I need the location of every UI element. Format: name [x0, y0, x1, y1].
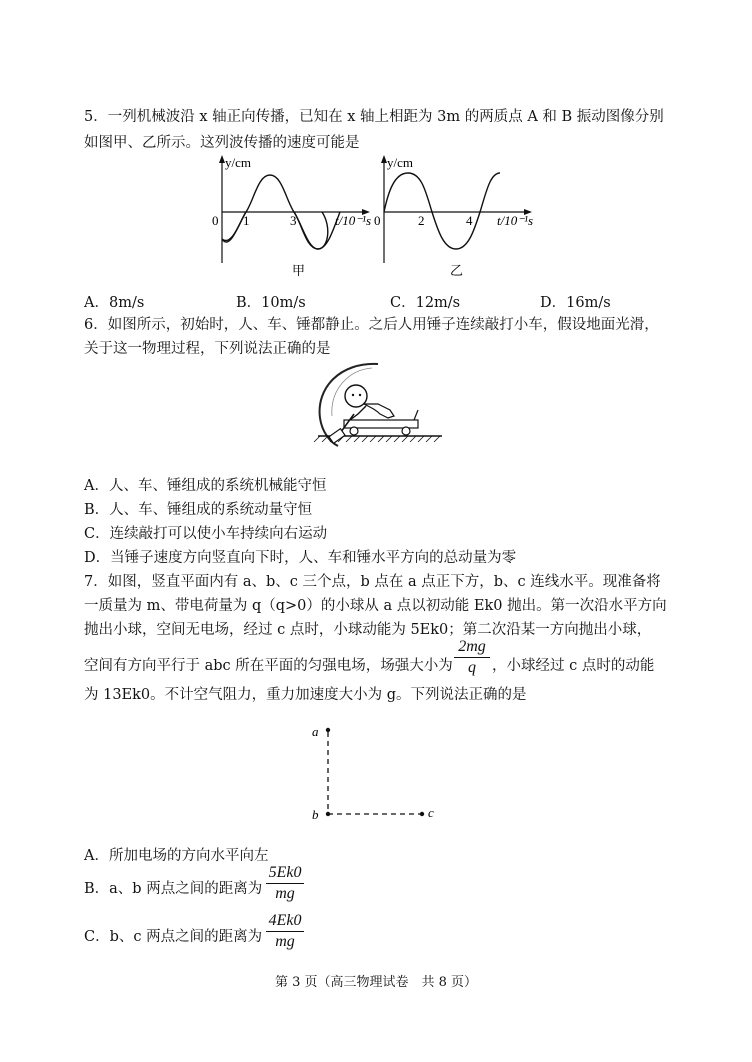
graph-yi-xlabel: t/10⁻¹s	[497, 213, 534, 228]
point-b	[326, 812, 330, 816]
q7-optC-numerator: 4Ek0	[268, 912, 302, 929]
q7-line4b: ，小球经过 c 点时的动能	[492, 658, 655, 674]
q5-option-d: D．16m/s	[540, 295, 611, 311]
q5-option-c: C．12m/s	[390, 295, 461, 311]
graph-yi-ylabel: y/cm	[387, 155, 413, 170]
point-a	[326, 728, 330, 732]
q6-line2: 关于这一物理过程，下列说法正确的是	[84, 341, 331, 357]
q5-option-a: A．8m/s	[84, 295, 145, 311]
q7-optC-fraction	[266, 912, 304, 951]
graph-jia-tick-2: 3	[290, 213, 297, 228]
q6-option-d: D．当锤子速度方向竖直向下时，人、车和锤水平方向的总动量为零	[84, 550, 517, 566]
graph-jia-caption: 甲	[292, 263, 306, 278]
q7-optB-denominator: mg	[275, 885, 295, 902]
q7-option-b: B．a、b 两点之间的距离为	[84, 881, 263, 897]
q7-option-a: A．所加电场的方向水平向左	[84, 848, 269, 864]
graph-yi-tick-1: 2	[418, 213, 425, 228]
q7-line2: 一质量为 m、带电荷量为 q（q>0）的小球从 a 点以初动能 Ek0 抛出。第一次沿水平方向	[84, 598, 667, 614]
q7-optB-numerator: 5Ek0	[268, 864, 302, 881]
q7-field-fraction	[454, 638, 490, 677]
q5-line2: 如图甲、乙所示。这列波传播的速度可能是	[84, 135, 360, 151]
q7-optC-denominator: mg	[275, 933, 295, 950]
q7-optB-fraction	[266, 864, 304, 903]
q7-field-denominator: q	[468, 659, 476, 676]
graph-yi	[372, 155, 534, 278]
graph-yi-tick-2: 4	[466, 213, 473, 228]
graph-yi-origin: 0	[374, 213, 381, 228]
graph-jia	[210, 155, 372, 278]
graph-yi-caption: 乙	[450, 263, 464, 278]
q7-option-c: C．b、c 两点之间的距离为	[84, 929, 263, 945]
q6-option-c: C．连续敲打可以使小车持续向右运动	[84, 526, 328, 542]
q7-line1: 7．如图，竖直平面内有 a、b、c 三个点，b 点在 a 点正下方，b、c 连线水平。现准备将	[84, 574, 661, 590]
q7-line5: 为 13Ek0。不计空气阻力，重力加速度大小为 g。下列说法正确的是	[84, 687, 527, 703]
graph-jia-xlabel: t/10⁻¹s	[335, 213, 372, 228]
label-a: a	[312, 724, 319, 739]
label-c: c	[428, 805, 434, 820]
graph-jia-origin: 0	[212, 213, 219, 228]
abc-figure	[308, 720, 448, 830]
hammer-cart-figure	[310, 358, 450, 468]
q7-line4a: 空间有方向平行于 abc 所在平面的匀强电场，场强大小为	[84, 658, 453, 674]
q7-field-numerator: 2mg	[458, 638, 486, 655]
graph-jia-tick-1: 1	[243, 213, 250, 228]
q6-line1: 6．如图所示，初始时，人、车、锤都静止。之后人用锤子连续敲打小车，假设地面光滑，	[84, 317, 659, 333]
point-c	[420, 812, 424, 816]
label-b: b	[312, 807, 319, 822]
q6-option-b: B．人、车、锤组成的系统动量守恒	[84, 502, 313, 518]
q7-line3: 抛出小球，空间无电场，经过 c 点时，小球动能为 5Ek0；第二次沿某一方向抛出小球，	[84, 622, 652, 638]
page-footer: 第 3 页（高三物理试卷 共 8 页）	[274, 975, 478, 990]
q6-option-a: A．人、车、锤组成的系统机械能守恒	[84, 478, 327, 494]
wave-yi	[384, 173, 500, 249]
graph-jia-ylabel: y/cm	[225, 155, 251, 170]
q5-line1: 5．一列机械波沿 x 轴正向传播，已知在 x 轴上相距为 3m 的两质点 A 和 B 振动图像分别	[84, 109, 664, 125]
q5-option-b: B．10m/s	[236, 295, 306, 311]
